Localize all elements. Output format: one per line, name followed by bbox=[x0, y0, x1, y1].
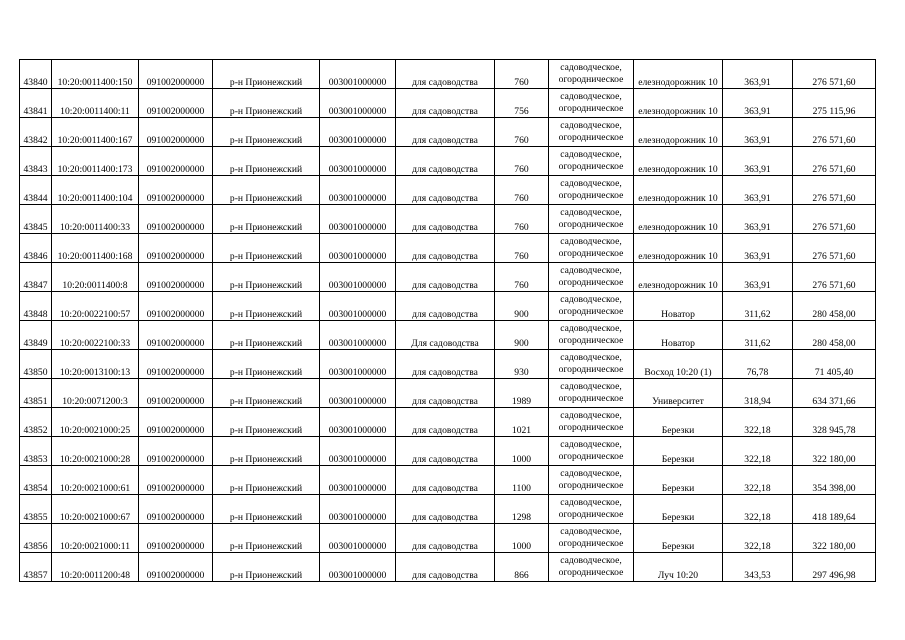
table-row bbox=[20, 147, 876, 176]
permitted-use-cell: для садоводства bbox=[396, 408, 495, 437]
record-number-cell: 43842 bbox=[20, 118, 52, 147]
permitted-use-cell: для садоводства bbox=[396, 437, 495, 466]
category-line-1: садоводческое, bbox=[560, 381, 622, 392]
record-number-cell: 43857 bbox=[20, 553, 52, 582]
category-line-1: садоводческое, bbox=[560, 178, 622, 189]
area-cell: 1021 bbox=[495, 408, 549, 437]
cadastral-value-cell: 328 945,78 bbox=[793, 408, 876, 437]
association-cell: Березки bbox=[634, 466, 723, 495]
cadastral-number-cell: 10:20:0011400:11 bbox=[52, 89, 139, 118]
category-cell bbox=[549, 379, 634, 408]
district-cell: р-н Прионежский bbox=[213, 495, 320, 524]
specific-value-cell: 322,18 bbox=[723, 524, 793, 553]
specific-value-cell: 363,91 bbox=[723, 176, 793, 205]
association-cell: елезнодорожник 10 bbox=[634, 147, 723, 176]
association-cell: Березки bbox=[634, 524, 723, 553]
zone-code-cell: 003001000000 bbox=[320, 350, 396, 379]
district-cell: р-н Прионежский bbox=[213, 118, 320, 147]
category-cell bbox=[549, 263, 634, 292]
area-cell: 1989 bbox=[495, 379, 549, 408]
district-cell: р-н Прионежский bbox=[213, 60, 320, 89]
record-number-cell: 43848 bbox=[20, 292, 52, 321]
category-cell bbox=[549, 205, 634, 234]
cadastral-value-cell: 71 405,40 bbox=[793, 350, 876, 379]
record-number-cell: 43846 bbox=[20, 234, 52, 263]
record-number-cell: 43843 bbox=[20, 147, 52, 176]
category-line-1: садоводческое, bbox=[560, 149, 622, 160]
category-cell bbox=[549, 437, 634, 466]
district-cell: р-н Прионежский bbox=[213, 553, 320, 582]
area-cell: 930 bbox=[495, 350, 549, 379]
zone-code-cell: 003001000000 bbox=[320, 147, 396, 176]
specific-value-cell: 363,91 bbox=[723, 205, 793, 234]
area-cell: 866 bbox=[495, 553, 549, 582]
category-line-2: огородническое bbox=[558, 480, 624, 491]
cadastral-number-cell: 10:20:0011400:168 bbox=[52, 234, 139, 263]
table-row bbox=[20, 234, 876, 263]
specific-value-cell: 322,18 bbox=[723, 495, 793, 524]
okato-code-cell: 091002000000 bbox=[139, 437, 213, 466]
table-row bbox=[20, 205, 876, 234]
association-cell: елезнодорожник 10 bbox=[634, 60, 723, 89]
area-cell: 1298 bbox=[495, 495, 549, 524]
permitted-use-cell: для садоводства bbox=[396, 553, 495, 582]
category-line-1: садоводческое, bbox=[560, 439, 622, 450]
zone-code-cell: 003001000000 bbox=[320, 89, 396, 118]
permitted-use-cell: для садоводства bbox=[396, 234, 495, 263]
zone-code-cell: 003001000000 bbox=[320, 205, 396, 234]
category-line-1: садоводческое, bbox=[560, 468, 622, 479]
district-cell: р-н Прионежский bbox=[213, 205, 320, 234]
permitted-use-cell: для садоводства bbox=[396, 60, 495, 89]
category-line-2: огородническое bbox=[558, 190, 624, 201]
cadastral-number-cell: 10:20:0022100:33 bbox=[52, 321, 139, 350]
district-cell: р-н Прионежский bbox=[213, 379, 320, 408]
specific-value-cell: 363,91 bbox=[723, 60, 793, 89]
cadastral-value-cell: 280 458,00 bbox=[793, 292, 876, 321]
category-cell bbox=[549, 118, 634, 147]
cadastral-number-cell: 10:20:0021000:61 bbox=[52, 466, 139, 495]
category-cell bbox=[549, 89, 634, 118]
table-row bbox=[20, 524, 876, 553]
record-number-cell: 43841 bbox=[20, 89, 52, 118]
permitted-use-cell: для садоводства bbox=[396, 118, 495, 147]
okato-code-cell: 091002000000 bbox=[139, 234, 213, 263]
category-cell bbox=[549, 321, 634, 350]
category-cell bbox=[549, 60, 634, 89]
association-cell: елезнодорожник 10 bbox=[634, 205, 723, 234]
category-line-2: огородническое bbox=[558, 567, 624, 578]
permitted-use-cell: для садоводства bbox=[396, 292, 495, 321]
category-line-1: садоводческое, bbox=[560, 91, 622, 102]
cadastral-value-cell: 275 115,96 bbox=[793, 89, 876, 118]
specific-value-cell: 311,62 bbox=[723, 321, 793, 350]
table-row bbox=[20, 437, 876, 466]
category-line-1: садоводческое, bbox=[560, 294, 622, 305]
cadastral-value-cell: 276 571,60 bbox=[793, 234, 876, 263]
cadastral-number-cell: 10:20:0011400:33 bbox=[52, 205, 139, 234]
category-line-2: огородническое bbox=[558, 161, 624, 172]
category-line-2: огородническое bbox=[558, 422, 624, 433]
cadastral-number-cell: 10:20:0021000:11 bbox=[52, 524, 139, 553]
category-line-2: огородническое bbox=[558, 103, 624, 114]
zone-code-cell: 003001000000 bbox=[320, 495, 396, 524]
cadastral-number-cell: 10:20:0021000:28 bbox=[52, 437, 139, 466]
record-number-cell: 43840 bbox=[20, 60, 52, 89]
category-line-1: садоводческое, bbox=[560, 497, 622, 508]
okato-code-cell: 091002000000 bbox=[139, 176, 213, 205]
association-cell: Новатор bbox=[634, 321, 723, 350]
table-row bbox=[20, 176, 876, 205]
cadastral-number-cell: 10:20:0011400:173 bbox=[52, 147, 139, 176]
record-number-cell: 43849 bbox=[20, 321, 52, 350]
category-cell bbox=[549, 408, 634, 437]
category-cell bbox=[549, 495, 634, 524]
record-number-cell: 43853 bbox=[20, 437, 52, 466]
area-cell: 760 bbox=[495, 234, 549, 263]
okato-code-cell: 091002000000 bbox=[139, 118, 213, 147]
area-cell: 760 bbox=[495, 263, 549, 292]
category-cell bbox=[549, 292, 634, 321]
category-line-1: садоводческое, bbox=[560, 236, 622, 247]
okato-code-cell: 091002000000 bbox=[139, 350, 213, 379]
zone-code-cell: 003001000000 bbox=[320, 466, 396, 495]
table-row bbox=[20, 553, 876, 582]
category-cell bbox=[549, 176, 634, 205]
cadastral-number-cell: 10:20:0011200:48 bbox=[52, 553, 139, 582]
category-line-1: садоводческое, bbox=[560, 265, 622, 276]
association-cell: Луч 10:20 bbox=[634, 553, 723, 582]
specific-value-cell: 363,91 bbox=[723, 147, 793, 176]
record-number-cell: 43850 bbox=[20, 350, 52, 379]
category-line-2: огородническое bbox=[558, 306, 624, 317]
category-cell bbox=[549, 553, 634, 582]
area-cell: 760 bbox=[495, 176, 549, 205]
district-cell: р-н Прионежский bbox=[213, 89, 320, 118]
district-cell: р-н Прионежский bbox=[213, 292, 320, 321]
record-number-cell: 43856 bbox=[20, 524, 52, 553]
cadastral-number-cell: 10:20:0013100:13 bbox=[52, 350, 139, 379]
permitted-use-cell: для садоводства bbox=[396, 495, 495, 524]
permitted-use-cell: для садоводства bbox=[396, 176, 495, 205]
okato-code-cell: 091002000000 bbox=[139, 60, 213, 89]
category-line-2: огородническое bbox=[558, 538, 624, 549]
specific-value-cell: 76,78 bbox=[723, 350, 793, 379]
specific-value-cell: 363,91 bbox=[723, 263, 793, 292]
category-cell bbox=[549, 524, 634, 553]
zone-code-cell: 003001000000 bbox=[320, 234, 396, 263]
category-line-2: огородническое bbox=[558, 248, 624, 259]
category-cell bbox=[549, 147, 634, 176]
record-number-cell: 43854 bbox=[20, 466, 52, 495]
category-line-1: садоводческое, bbox=[560, 120, 622, 131]
area-cell: 760 bbox=[495, 147, 549, 176]
cadastral-number-cell: 10:20:0011400:150 bbox=[52, 60, 139, 89]
table-row bbox=[20, 379, 876, 408]
category-line-2: огородническое bbox=[558, 132, 624, 143]
okato-code-cell: 091002000000 bbox=[139, 495, 213, 524]
cadastral-value-cell: 634 371,66 bbox=[793, 379, 876, 408]
category-cell bbox=[549, 234, 634, 263]
permitted-use-cell: для садоводства bbox=[396, 263, 495, 292]
area-cell: 1100 bbox=[495, 466, 549, 495]
table-row bbox=[20, 118, 876, 147]
okato-code-cell: 091002000000 bbox=[139, 553, 213, 582]
area-cell: 756 bbox=[495, 89, 549, 118]
table-body bbox=[20, 60, 876, 582]
permitted-use-cell: для садоводства bbox=[396, 147, 495, 176]
cadastral-value-cell: 322 180,00 bbox=[793, 437, 876, 466]
district-cell: р-н Прионежский bbox=[213, 176, 320, 205]
cadastral-value-cell: 276 571,60 bbox=[793, 176, 876, 205]
table-row bbox=[20, 292, 876, 321]
permitted-use-cell: для садоводства bbox=[396, 466, 495, 495]
district-cell: р-н Прионежский bbox=[213, 321, 320, 350]
district-cell: р-н Прионежский bbox=[213, 263, 320, 292]
association-cell: елезнодорожник 10 bbox=[634, 176, 723, 205]
association-cell: Восход 10:20 (1) bbox=[634, 350, 723, 379]
category-line-1: садоводческое, bbox=[560, 62, 622, 73]
category-line-2: огородническое bbox=[558, 219, 624, 230]
association-cell: Новатор bbox=[634, 292, 723, 321]
table-row bbox=[20, 263, 876, 292]
association-cell: елезнодорожник 10 bbox=[634, 118, 723, 147]
cadastral-value-cell: 354 398,00 bbox=[793, 466, 876, 495]
okato-code-cell: 091002000000 bbox=[139, 466, 213, 495]
district-cell: р-н Прионежский bbox=[213, 408, 320, 437]
okato-code-cell: 091002000000 bbox=[139, 321, 213, 350]
area-cell: 760 bbox=[495, 205, 549, 234]
cadastral-value-cell: 280 458,00 bbox=[793, 321, 876, 350]
category-line-1: садоводческое, bbox=[560, 526, 622, 537]
record-number-cell: 43844 bbox=[20, 176, 52, 205]
record-number-cell: 43852 bbox=[20, 408, 52, 437]
category-line-1: садоводческое, bbox=[560, 410, 622, 421]
association-cell: Березки bbox=[634, 495, 723, 524]
zone-code-cell: 003001000000 bbox=[320, 408, 396, 437]
category-line-1: садоводческое, bbox=[560, 352, 622, 363]
cadastral-value-cell: 276 571,60 bbox=[793, 205, 876, 234]
category-line-1: садоводческое, bbox=[560, 323, 622, 334]
area-cell: 760 bbox=[495, 60, 549, 89]
permitted-use-cell: Для садоводства bbox=[396, 321, 495, 350]
table-row bbox=[20, 321, 876, 350]
category-line-2: огородническое bbox=[558, 393, 624, 404]
cadastral-value-cell: 297 496,98 bbox=[793, 553, 876, 582]
okato-code-cell: 091002000000 bbox=[139, 205, 213, 234]
permitted-use-cell: для садоводства bbox=[396, 379, 495, 408]
category-line-2: огородническое bbox=[558, 451, 624, 462]
zone-code-cell: 003001000000 bbox=[320, 60, 396, 89]
zone-code-cell: 003001000000 bbox=[320, 379, 396, 408]
zone-code-cell: 003001000000 bbox=[320, 437, 396, 466]
district-cell: р-н Прионежский bbox=[213, 524, 320, 553]
permitted-use-cell: для садоводства bbox=[396, 350, 495, 379]
specific-value-cell: 343,53 bbox=[723, 553, 793, 582]
cadastral-number-cell: 10:20:0022100:57 bbox=[52, 292, 139, 321]
permitted-use-cell: для садоводства bbox=[396, 524, 495, 553]
permitted-use-cell: для садоводства bbox=[396, 205, 495, 234]
area-cell: 900 bbox=[495, 321, 549, 350]
table-row bbox=[20, 350, 876, 379]
category-line-2: огородническое bbox=[558, 277, 624, 288]
area-cell: 900 bbox=[495, 292, 549, 321]
cadastral-value-cell: 418 189,64 bbox=[793, 495, 876, 524]
zone-code-cell: 003001000000 bbox=[320, 524, 396, 553]
specific-value-cell: 363,91 bbox=[723, 89, 793, 118]
cadastral-value-cell: 276 571,60 bbox=[793, 263, 876, 292]
association-cell: елезнодорожник 10 bbox=[634, 263, 723, 292]
specific-value-cell: 322,18 bbox=[723, 408, 793, 437]
specific-value-cell: 311,62 bbox=[723, 292, 793, 321]
okato-code-cell: 091002000000 bbox=[139, 379, 213, 408]
category-line-1: садоводческое, bbox=[560, 555, 622, 566]
district-cell: р-н Прионежский bbox=[213, 147, 320, 176]
table-row bbox=[20, 495, 876, 524]
record-number-cell: 43847 bbox=[20, 263, 52, 292]
association-cell: Березки bbox=[634, 408, 723, 437]
district-cell: р-н Прионежский bbox=[213, 437, 320, 466]
district-cell: р-н Прионежский bbox=[213, 466, 320, 495]
association-cell: елезнодорожник 10 bbox=[634, 234, 723, 263]
category-line-2: огородническое bbox=[558, 509, 624, 520]
okato-code-cell: 091002000000 bbox=[139, 408, 213, 437]
category-line-2: огородническое bbox=[558, 335, 624, 346]
specific-value-cell: 363,91 bbox=[723, 234, 793, 263]
category-cell bbox=[549, 466, 634, 495]
table-row bbox=[20, 408, 876, 437]
cadastral-value-cell: 276 571,60 bbox=[793, 118, 876, 147]
category-line-1: садоводческое, bbox=[560, 207, 622, 218]
cadastral-number-cell: 10:20:0011400:167 bbox=[52, 118, 139, 147]
okato-code-cell: 091002000000 bbox=[139, 292, 213, 321]
district-cell: р-н Прионежский bbox=[213, 350, 320, 379]
association-cell: Университет bbox=[634, 379, 723, 408]
okato-code-cell: 091002000000 bbox=[139, 89, 213, 118]
cadastral-number-cell: 10:20:0021000:67 bbox=[52, 495, 139, 524]
table-row bbox=[20, 466, 876, 495]
area-cell: 1000 bbox=[495, 524, 549, 553]
zone-code-cell: 003001000000 bbox=[320, 118, 396, 147]
okato-code-cell: 091002000000 bbox=[139, 524, 213, 553]
cadastral-number-cell: 10:20:0011400:104 bbox=[52, 176, 139, 205]
cadastral-value-cell: 276 571,60 bbox=[793, 60, 876, 89]
permitted-use-cell: для садоводства bbox=[396, 89, 495, 118]
cadastral-number-cell: 10:20:0011400:8 bbox=[52, 263, 139, 292]
record-number-cell: 43845 bbox=[20, 205, 52, 234]
cadastral-value-cell: 322 180,00 bbox=[793, 524, 876, 553]
okato-code-cell: 091002000000 bbox=[139, 147, 213, 176]
zone-code-cell: 003001000000 bbox=[320, 263, 396, 292]
cadastral-value-cell: 276 571,60 bbox=[793, 147, 876, 176]
table-row bbox=[20, 60, 876, 89]
specific-value-cell: 322,18 bbox=[723, 437, 793, 466]
okato-code-cell: 091002000000 bbox=[139, 263, 213, 292]
specific-value-cell: 363,91 bbox=[723, 118, 793, 147]
specific-value-cell: 318,94 bbox=[723, 379, 793, 408]
area-cell: 760 bbox=[495, 118, 549, 147]
cadastral-number-cell: 10:20:0021000:25 bbox=[52, 408, 139, 437]
category-cell bbox=[549, 350, 634, 379]
area-cell: 1000 bbox=[495, 437, 549, 466]
zone-code-cell: 003001000000 bbox=[320, 321, 396, 350]
cadastral-number-cell: 10:20:0071200:3 bbox=[52, 379, 139, 408]
zone-code-cell: 003001000000 bbox=[320, 292, 396, 321]
record-number-cell: 43855 bbox=[20, 495, 52, 524]
zone-code-cell: 003001000000 bbox=[320, 553, 396, 582]
record-number-cell: 43851 bbox=[20, 379, 52, 408]
association-cell: Березки bbox=[634, 437, 723, 466]
table-row bbox=[20, 89, 876, 118]
specific-value-cell: 322,18 bbox=[723, 466, 793, 495]
land-plots-table bbox=[19, 59, 876, 582]
zone-code-cell: 003001000000 bbox=[320, 176, 396, 205]
category-line-2: огородническое bbox=[558, 74, 624, 85]
category-line-2: огородническое bbox=[558, 364, 624, 375]
association-cell: елезнодорожник 10 bbox=[634, 89, 723, 118]
district-cell: р-н Прионежский bbox=[213, 234, 320, 263]
